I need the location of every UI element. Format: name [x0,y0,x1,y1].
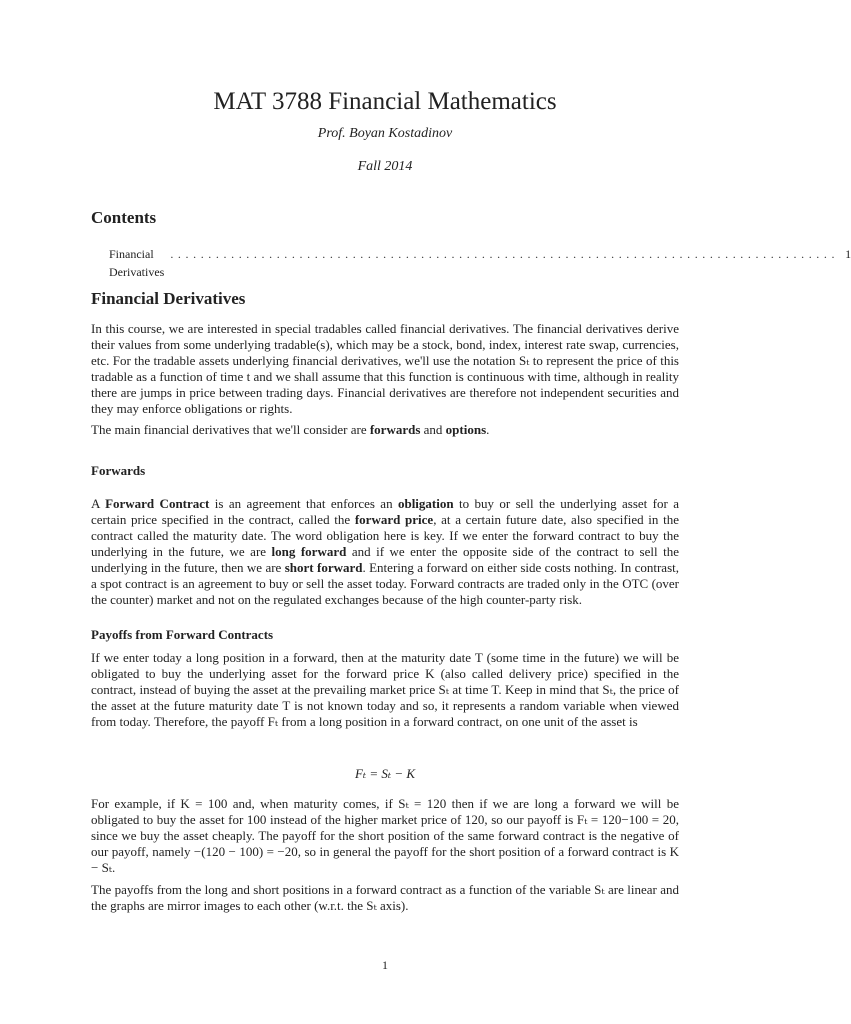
paragraph-forward-contract: A Forward Contract is an agreement that enforces an obligation to buy or sell the underlying asset for a certain price specified in the contract, called the forward price, at a certain future date, also specified in the contract called the maturity date. The word obligation here is key. If we enter the forward contract to buy the underlying in the future, we are long forward and if we enter the opposite side of the contract to sell the underlying in the future, then we are short forward. Entering a forward on either side costs nothing. In contrast, a spot contract is an agreement to buy or sell the asset today. Forward contracts are traded only in the OTC (over the counter) market and not on the regulated exchanges because of the high counter-party risk. [91,496,679,607]
page-number: 1 [382,958,388,972]
paragraph-payoffs-long: If we enter today a long position in a forward, then at the maturity date T (some time in the future) we will be obligated to buy the underlying asset for the forward price K (also called delivery price) specified in the contract, instead of buying the asset at the prevailing market price Sₜ at time T. Keep in mind that Sₜ, the price of the asset at the future maturity date T is not known today and so, it represents a random variable when viewed from today. Therefore, the payoff Fₜ from a long position in a forward contract, on one unit of the asset is [91,650,679,729]
term-options: options [445,422,487,437]
paragraph-main-derivatives: The main financial derivatives that we'll consider are forwards and options. [91,422,490,437]
term-short-forward: short forward [284,560,363,575]
term-forwards: forwards [369,422,421,437]
toc-entry[interactable] [109,245,851,281]
term-forward-contract: Forward Contract [105,496,210,511]
document-date: Fall 2014 [357,159,413,174]
section-heading-financial-derivatives: Financial Derivatives [91,289,246,308]
toc-entry-page: 1 [845,247,851,261]
contents-heading: Contents [91,208,157,227]
formula-long-payoff: Fₜ = Sₜ − K [354,766,416,781]
paragraph-payoff-example: For example, if K = 100 and, when maturity comes, if Sₜ = 120 then if we are long a forward we will be obligated to buy the asset for 100 instead of the higher market price of 120, so our payoff is Fₜ = 120−100 = 20, since we buy the asset cheaply. The payoff for the short position of the same forward contract is the negative of our payoff, namely −(120 − 100) = −20, so in general the payoff for the short position of a forward contract is K − Sₜ. [91,796,679,875]
document-author: Prof. Boyan Kostadinov [317,126,453,141]
term-obligation: obligation [397,496,454,511]
paragraph-payoff-graphs: The payoffs from the long and short positions in a forward contract as a function of the variable Sₜ are linear and the graphs are mirror images to each other (w.r.t. the Sₜ axis). [91,882,679,913]
subsection-heading-payoffs: Payoffs from Forward Contracts [91,627,274,642]
subsection-heading-forwards: Forwards [91,463,146,478]
toc-leader-dots: ........................................................................................ [170,247,840,261]
toc-entry-label[interactable]: Financial Derivatives [109,247,165,279]
term-forward-price: forward price [354,512,434,527]
paragraph-intro: In this course, we are interested in special tradables called financial derivatives. The financial derivatives derive their values from some underlying tradable(s), which may be a stock, bond, index, interest rate swap, currencies, etc. For the tradable assets underlying financial derivatives, we'll use the notation Sₜ to represent the price of this tradable as a function of time t and we shall assume that this function is continuous with time, although in reality there are jumps in price between trading days. Financial derivatives are therefore not independent securities and they may enforce obligations or rights. [91,321,679,416]
document-title: MAT 3788 Financial Mathematics [213,88,557,115]
term-long-forward: long forward [271,544,347,559]
